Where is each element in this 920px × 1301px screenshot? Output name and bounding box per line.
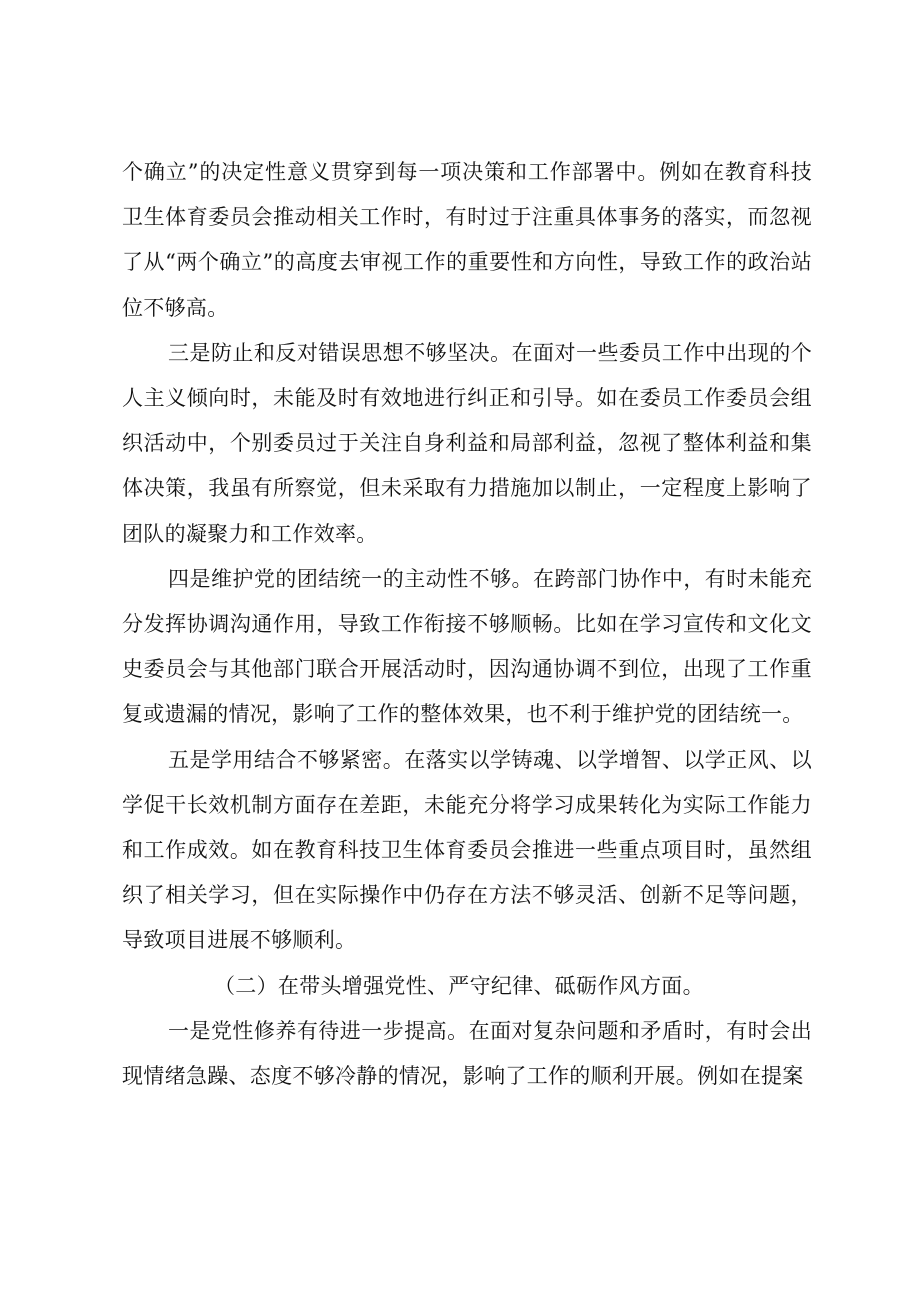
paragraph-point-one: 一是党性修养有待进一步提高。在面对复杂问题和矛盾时，有时会出现情绪急躁、态度不够冷静的情况，影响了工作的顺利开展。例如在提案 [122,1018,812,1089]
paragraph-point-four: 四是维护党的团结统一的主动性不够。在跨部门协作中，有时未能充分发挥协调沟通作用，导致工作衔接不够顺畅。比如在学习宣传和文化文史委员会与其他部门联合开展活动时，因沟通协调不到位，出现了工作重复或遗漏的情况，影响了工作的整体效果，也不利于维护党的团结统一。 [122,566,812,727]
section-heading: （二）在带头增强党性、严守纪律、砥砺作风方面。 [214,973,704,998]
document-body [122,150,812,1099]
paragraph-point-three: 三是防止和反对错误思想不够坚决。在面对一些委员工作中出现的个人主义倾向时，未能及时有效地进行纠正和引导。如在委员工作委员会组织活动中，个别委员过于关注自身利益和局部利益，忽视了整体利益和集体决策，我虽有所察觉，但未采取有力措施加以制止，一定程度上影响了团队的凝聚力和工作效率。 [122,340,812,546]
paragraph-continuation: 个确立”的决定性意义贯穿到每一项决策和工作部署中。例如在教育科技卫生体育委员会推动相关工作时，有时过于注重具体事务的落实，而忽视了从“两个确立”的高度去审视工作的重要性和方向性，导致工作的政治站位不够高。 [122,160,812,320]
paragraph-point-five: 五是学用结合不够紧密。在落实以学铸魂、以学增智、以学正风、以学促干长效机制方面存在差距，未能充分将学习成果转化为实际工作能力和工作成效。如在教育科技卫生体育委员会推进一些重点项目时，虽然组织了相关学习，但在实际操作中仍存在方法不够灵活、创新不足等问题，导致项目进展不够顺利。 [122,747,812,953]
